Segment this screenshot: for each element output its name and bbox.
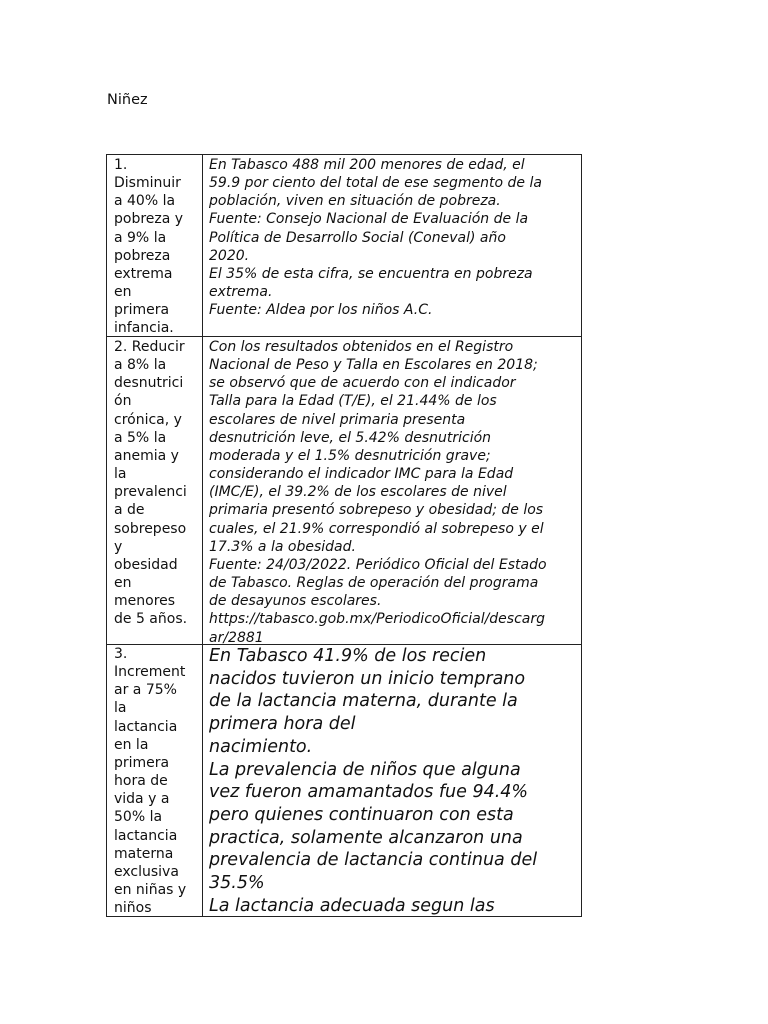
goal-cell-2 <box>114 338 187 629</box>
evidence-line: extrema. <box>209 284 273 301</box>
goal-line: 3. <box>114 646 128 662</box>
goals-table <box>106 154 582 917</box>
evidence-line: En Tabasco 41.9% de los recien <box>209 646 487 666</box>
goal-line: obesidad <box>114 556 178 573</box>
goal-line: a 40% la <box>114 193 176 210</box>
goal-line: niños <box>114 900 152 917</box>
evidence-line: (IMC/E), el 39.2% de los escolares de nivel <box>209 484 507 501</box>
evidence-line: La prevalencia de niños que alguna <box>209 759 521 780</box>
evidence-line: En Tabasco 488 mil 200 menores de edad, el <box>209 157 525 173</box>
evidence-line: Política de Desarrollo Social (Coneval) año <box>209 229 506 246</box>
evidence-line: de Tabasco. Reglas de operación del programa <box>209 575 539 592</box>
evidence-line: cuales, el 21.9% correspondió al sobrepeso y el <box>209 520 544 537</box>
evidence-line: vez fueron amamantados fue 94.4% <box>209 782 529 803</box>
goal-line: lactancia <box>114 718 178 735</box>
evidence-line: de desayunos escolares. <box>209 593 382 610</box>
evidence-cell-2 <box>209 338 547 647</box>
goal-line: primera <box>114 754 170 771</box>
evidence-line: 2020. <box>209 247 250 264</box>
evidence-line: Nacional de Peso y Talla en Escolares en 2018; <box>209 357 538 374</box>
goal-line: Disminuir <box>114 175 181 192</box>
goal-line: pobreza y <box>114 211 184 228</box>
evidence-line: primaria presentó sobrepeso y obesidad; de los <box>209 502 544 519</box>
evidence-line: practica, solamente alcanzaron una <box>209 827 523 848</box>
evidence-line: Fuente: 24/03/2022. Periódico Oficial del Estado <box>209 556 547 573</box>
goal-line: la <box>114 700 127 717</box>
evidence-line: se observó que de acuerdo con el indicador <box>209 375 516 392</box>
evidence-line: pero quienes continuaron con esta <box>209 804 514 825</box>
goal-line: de 5 años. <box>114 611 188 628</box>
goal-line: a 8% la <box>114 357 167 374</box>
goal-line: en <box>114 575 132 592</box>
goal-line: en <box>114 284 132 301</box>
evidence-line: La lactancia adecuada segun las <box>209 895 495 916</box>
evidence-line: escolares de nivel primaria presenta <box>209 411 466 428</box>
goal-line: infancia. <box>114 320 174 337</box>
goal-line: extrema <box>114 265 173 282</box>
page-heading: Niñez <box>107 92 148 108</box>
goal-line: sobrepeso <box>114 520 187 537</box>
goal-line: primera <box>114 302 170 319</box>
goal-line: ar a 75% <box>114 682 177 699</box>
goal-line: en la <box>114 736 149 753</box>
evidence-line: 35.5% <box>209 873 265 894</box>
goal-line: crónica, y <box>114 411 182 428</box>
evidence-line: desnutrición leve, el 5.42% desnutrición <box>209 429 492 446</box>
evidence-line: moderada y el 1.5% desnutrición grave; <box>209 447 491 464</box>
evidence-line: 17.3% a la obesidad. <box>209 538 356 555</box>
evidence-line: Fuente: Aldea por los niños A.C. <box>209 302 433 319</box>
evidence-line: https://tabasco.gob.mx/PeriodicoOficial/descarg <box>209 611 546 628</box>
goal-line: menores <box>114 593 176 610</box>
goal-line: la <box>114 466 127 483</box>
goal-line: materna <box>114 845 174 862</box>
goal-line: 50% la <box>114 809 163 826</box>
evidence-line: de la lactancia materna, durante la <box>209 691 518 712</box>
evidence-line: Fuente: Consejo Nacional de Evaluación de la <box>209 211 529 228</box>
goal-line: 1. <box>114 157 128 173</box>
goal-cell-3 <box>114 645 186 917</box>
evidence-line: 59.9 por ciento del total de ese segmento de la <box>209 175 542 192</box>
evidence-line: El 35% de esta cifra, se encuentra en pobreza <box>209 265 533 282</box>
goal-line: a 9% la <box>114 229 167 246</box>
evidence-line: ar/2881 <box>209 629 264 646</box>
goal-cell-1 <box>114 156 183 338</box>
goal-line: en niñas y <box>114 882 187 899</box>
goal-line: hora de <box>114 773 168 790</box>
evidence-cell-1 <box>209 156 542 319</box>
goal-line: lactancia <box>114 827 178 844</box>
goal-line: a 5% la <box>114 429 167 446</box>
column-divider <box>202 155 203 916</box>
evidence-cell-3 <box>209 645 537 917</box>
evidence-line: considerando el indicador IMC para la Edad <box>209 466 514 483</box>
evidence-line: Talla para la Edad (T/E), el 21.44% de los <box>209 393 497 410</box>
evidence-line: Con los resultados obtenidos en el Registro <box>209 339 514 355</box>
evidence-line: nacimiento. <box>209 736 313 757</box>
goal-line: Increment <box>114 664 186 681</box>
goal-line: desnutrici <box>114 375 184 392</box>
evidence-line: prevalencia de lactancia continua del <box>209 850 538 871</box>
goal-line: y <box>114 538 123 555</box>
goal-line: anemia y <box>114 447 179 464</box>
goal-line: prevalenci <box>114 484 187 501</box>
goal-line: 2. Reducir <box>114 339 185 355</box>
goal-line: pobreza <box>114 247 171 264</box>
evidence-line: población, viven en situación de pobreza. <box>209 193 501 210</box>
evidence-line: primera hora del <box>209 714 356 735</box>
evidence-line: nacidos tuvieron un inicio temprano <box>209 668 526 689</box>
goal-line: a de <box>114 502 145 519</box>
goal-line: ón <box>114 393 132 410</box>
goal-line: exclusiva <box>114 863 179 880</box>
goal-line: vida y a <box>114 791 170 808</box>
